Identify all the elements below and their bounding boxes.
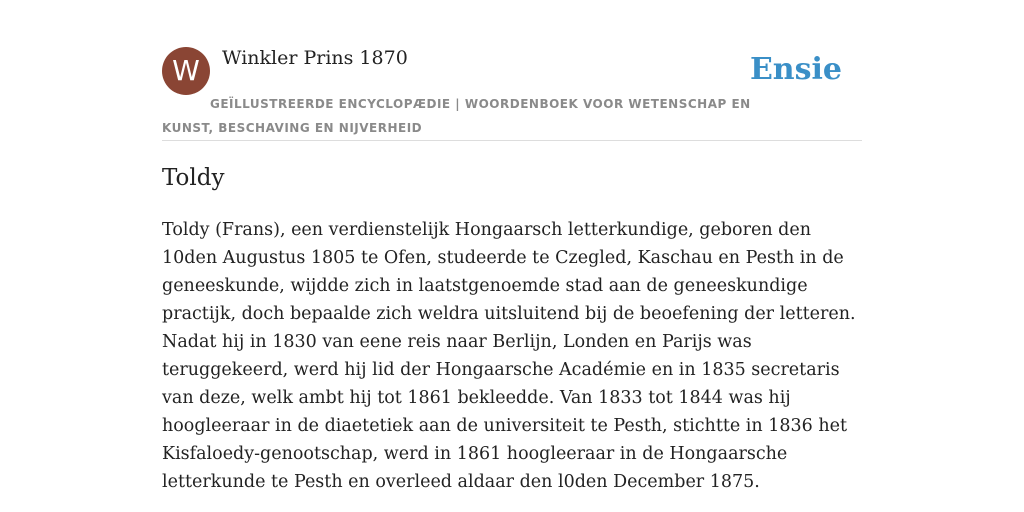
- article-title: Toldy: [162, 165, 225, 191]
- ensie-logo[interactable]: Ensie: [749, 52, 842, 87]
- avatar[interactable]: W: [162, 47, 210, 95]
- site-subtitle: GEÏLLUSTREERDE ENCYCLOPÆDIE | WOORDENBOEK VOOR WETENSCHAP EN KUNST, BESCHAVING EN NIJVERHEID: [162, 97, 751, 135]
- article-body: Toldy (Frans), een verdienstelijk Hongaarsch letterkundige, geboren den 10den Augustus 1805 te Ofen, studeerde te Czegled, Kaschau en Pesth in de geneeskunde, wijdde zich in laatstgenoemde stad aan de geneeskundige practijk, doch bepaalde zich weldra uitsluitend bij de beoefening der letteren. Nadat hij in 1830 van eene reis naar Berlijn, Londen en Parijs was teruggekeerd, werd hij lid der Hongaarsche Académie en in 1835 secretaris van deze, welk ambt hij tot 1861 bekleedde. Van 1833 tot 1844 was hij hoogleeraar in de diaetetiek aan de universiteit te Pesth, stichtte in 1836 het Kisfaloedy-genootschap, werd in 1861 hoogleeraar in de Hongaarsche letterkunde te Pesth en overleed aldaar den l0den December 1875.: [162, 220, 856, 492]
- site-header: [162, 46, 862, 141]
- site-title[interactable]: Winkler Prins 1870: [222, 47, 408, 69]
